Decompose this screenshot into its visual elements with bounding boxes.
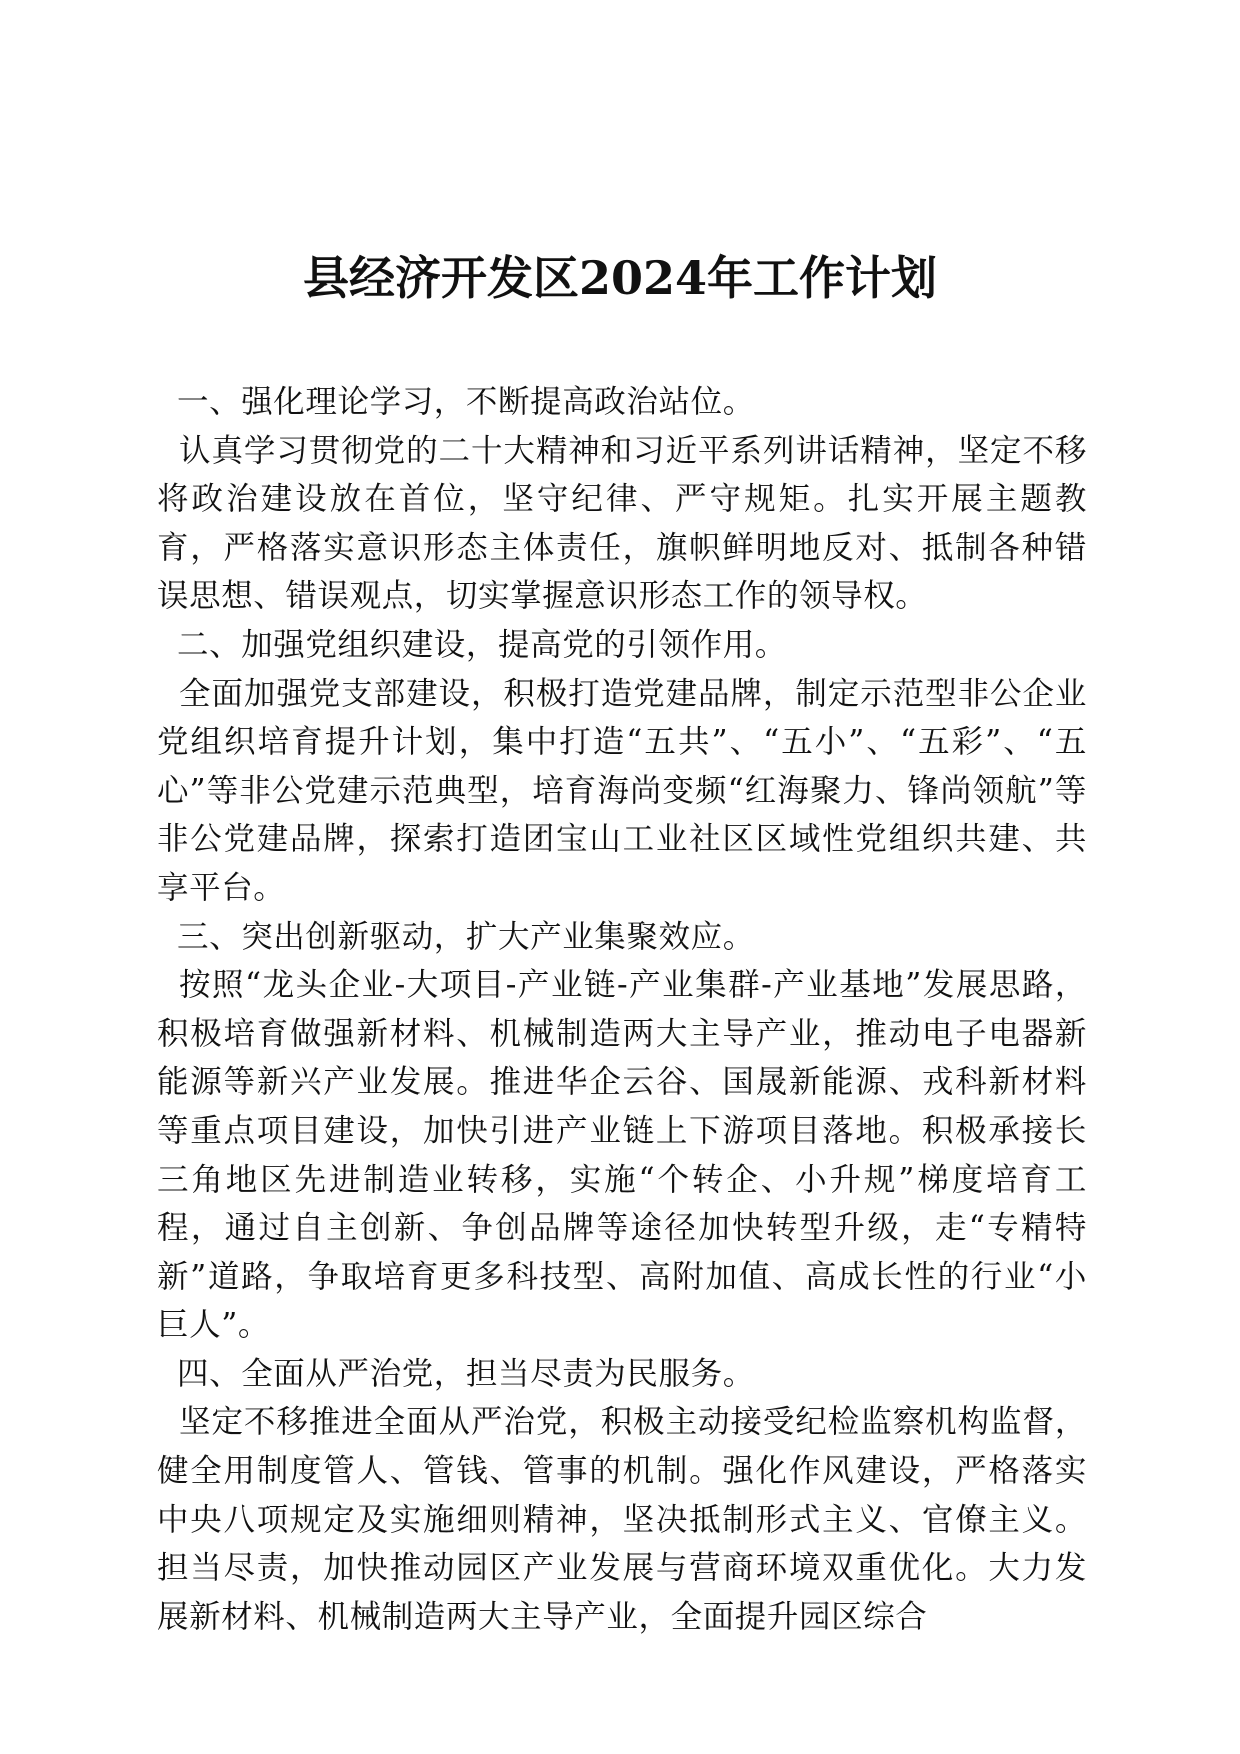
section-paragraph: 全面加强党支部建设，积极打造党建品牌，制定示范型非公企业党组织培育提升计划，集中打造“五共”、“五小”、“五彩”、“五心”等非公党建示范典型，培育海尚变频“红海聚力、锋尚领航”等非公党建品牌，探索打造团宝山工业社区区域性党组织共建、共享平台。: [157, 675, 1087, 906]
section-2: [157, 621, 1087, 913]
section-heading: 一、强化理论学习，不断提高政治站位。: [177, 384, 755, 420]
section-paragraph: 按照“龙头企业-大项目-产业链-产业集群-产业基地”发展思路，积极培育做强新材料、机械制造两大主导产业，推动电子电器新能源等新兴产业发展。推进华企云谷、国晟新能源、戎科新材料等重点项目建设，加快引进产业链上下游项目落地。积极承接长三角地区先进制造业转移，实施“个转企、小升规”梯度培育工程，通过自主创新、争创品牌等途径加快转型升级，走“专精特新”道路，争取培育更多科技型、高附加值、高成长性的行业“小巨人”。: [157, 967, 1087, 1344]
section-3: [157, 913, 1087, 1350]
section-paragraph: 坚定不移推进全面从严治党，积极主动接受纪检监察机构监督，健全用制度管人、管钱、管事的机制。强化作风建设，严格落实中央八项规定及实施细则精神，坚决抵制形式主义、官僚主义。担当尽责，加快推动园区产业发展与营商环境双重优化。大力发展新材料、机械制造两大主导产业，全面提升园区综合: [157, 1404, 1087, 1635]
section-paragraph: 认真学习贯彻党的二十大精神和习近平系列讲话精神，坚定不移将政治建设放在首位，坚守纪律、严守规矩。扎实开展主题教育，严格落实意识形态主体责任，旗帜鲜明地反对、抵制各种错误思想、错误观点，切实掌握意识形态工作的领导权。: [157, 432, 1087, 615]
section-4: [157, 1350, 1087, 1642]
section-heading: 二、加强党组织建设，提高党的引领作用。: [177, 626, 787, 663]
section-1: [157, 378, 1087, 621]
document-body: [157, 378, 1087, 1641]
section-heading: 四、全面从严治党，担当尽责为民服务。: [177, 1355, 755, 1392]
document-title: 县经济开发区2024年工作计划: [302, 251, 938, 305]
section-heading: 三、突出创新驱动，扩大产业集聚效应。: [177, 918, 755, 955]
